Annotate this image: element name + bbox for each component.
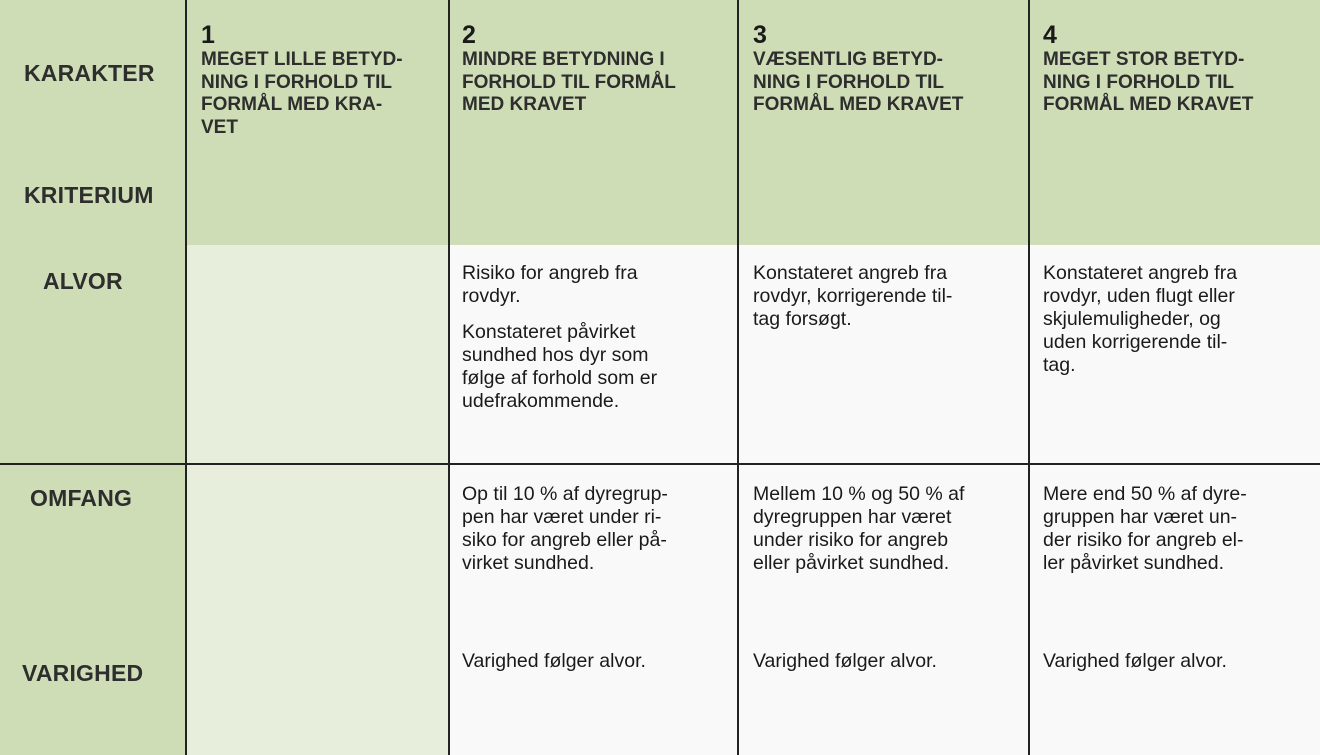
paragraph	[1043, 483, 1315, 575]
text-line: NING I FORHOLD TIL	[201, 71, 393, 93]
text-line: VÆSENTLIG BETYD-	[753, 49, 944, 70]
text-line: Varighed følger alvor.	[753, 650, 937, 672]
text-line: sundhed hos dyr som	[462, 344, 649, 366]
divider-v-stub	[185, 0, 187, 755]
omfang-grade4-text	[1043, 483, 1315, 588]
karakter-label: KARAKTER	[24, 60, 155, 86]
text-line: Risiko for angreb fra	[462, 262, 638, 284]
paragraph	[462, 650, 734, 673]
kriterium-label: KRITERIUM	[24, 182, 154, 208]
text-line: FORMÅL MED KRA-	[201, 94, 383, 115]
alvor-grade3-text	[753, 262, 1025, 344]
text-line: dyregruppen har været	[753, 506, 952, 528]
text-line: MED KRAVET	[462, 94, 587, 115]
grade-number: 2	[462, 21, 476, 49]
row-label-varighed: VARIGHED	[22, 660, 144, 686]
row-label-alvor: ALVOR	[43, 268, 123, 294]
text-line: ler påvirket sundhed.	[1043, 552, 1225, 574]
omfang-grade2-text	[462, 483, 734, 588]
text-line: Konstateret angreb fra	[1043, 262, 1238, 284]
text-line: tag.	[1043, 354, 1076, 376]
divider-v-grade2	[737, 0, 739, 755]
text-line: under risiko for angreb	[753, 529, 949, 551]
paragraph	[753, 483, 1025, 575]
grade1-empty-cells	[186, 245, 450, 755]
grade-description	[201, 49, 446, 139]
text-line: rovdyr, korrigerende til-	[753, 285, 953, 307]
grade-number: 4	[1043, 21, 1057, 49]
text-line: Mellem 10 % og 50 % af	[753, 483, 965, 505]
text-line: uden korrigerende til-	[1043, 331, 1228, 353]
text-line: pen har været under ri-	[462, 506, 662, 528]
text-line: følge af forhold som er	[462, 367, 658, 389]
text-line: rovdyr, uden flugt eller	[1043, 285, 1235, 307]
text-line: NING I FORHOLD TIL	[753, 71, 945, 93]
grade-header-1	[201, 21, 446, 139]
text-line: siko for angreb eller på-	[462, 529, 667, 551]
text-line: Op til 10 % af dyregrup-	[462, 483, 668, 505]
text-line: Konstateret angreb fra	[753, 262, 948, 284]
text-line: tag forsøgt.	[753, 308, 852, 330]
text-line: virket sundhed.	[462, 552, 595, 574]
text-line: Mere end 50 % af dyre-	[1043, 483, 1247, 505]
text-line: MEGET STOR BETYD-	[1043, 49, 1245, 70]
text-line: rovdyr.	[462, 285, 521, 307]
grade-header-2	[462, 21, 734, 117]
paragraph	[462, 321, 734, 413]
text-line: Konstateret påvirket	[462, 321, 636, 343]
grade-description	[753, 49, 1025, 117]
text-line: MINDRE BETYDNING I	[462, 49, 665, 70]
varighed-grade2-text	[462, 650, 734, 686]
divider-v-grade3	[1028, 0, 1030, 755]
divider-v-grade1	[448, 0, 450, 755]
text-line: Varighed følger alvor.	[1043, 650, 1227, 672]
text-line: eller påvirket sundhed.	[753, 552, 950, 574]
grade-description	[1043, 49, 1315, 117]
text-line: VET	[201, 116, 238, 138]
text-line: MEGET LILLE BETYD-	[201, 49, 403, 70]
paragraph	[753, 650, 1025, 673]
paragraph	[1043, 650, 1315, 673]
paragraph	[462, 262, 734, 308]
paragraph	[1043, 262, 1315, 377]
varighed-grade3-text	[753, 650, 1025, 686]
text-line: FORMÅL MED KRAVET	[753, 94, 964, 115]
omfang-grade3-text	[753, 483, 1025, 588]
text-line: FORMÅL MED KRAVET	[1043, 94, 1254, 115]
paragraph	[462, 483, 734, 575]
alvor-grade2-text	[462, 262, 734, 426]
grade-number: 1	[201, 21, 215, 49]
text-line: skjulemuligheder, og	[1043, 308, 1221, 330]
text-line: udefrakommende.	[462, 390, 620, 412]
text-line: gruppen har været un-	[1043, 506, 1238, 528]
grade-number: 3	[753, 21, 767, 49]
varighed-grade4-text	[1043, 650, 1315, 686]
text-line: NING I FORHOLD TIL	[1043, 71, 1235, 93]
row-label-omfang: OMFANG	[30, 485, 133, 511]
alvor-grade4-text	[1043, 262, 1315, 390]
divider-h-omfang	[0, 463, 1320, 465]
text-line: der risiko for angreb el-	[1043, 529, 1244, 551]
grade-header-3	[753, 21, 1025, 117]
grade-header-4	[1043, 21, 1315, 117]
text-line: Varighed følger alvor.	[462, 650, 646, 672]
paragraph	[753, 262, 1025, 331]
grade-description	[462, 49, 734, 117]
text-line: FORHOLD TIL FORMÅL	[462, 71, 676, 93]
